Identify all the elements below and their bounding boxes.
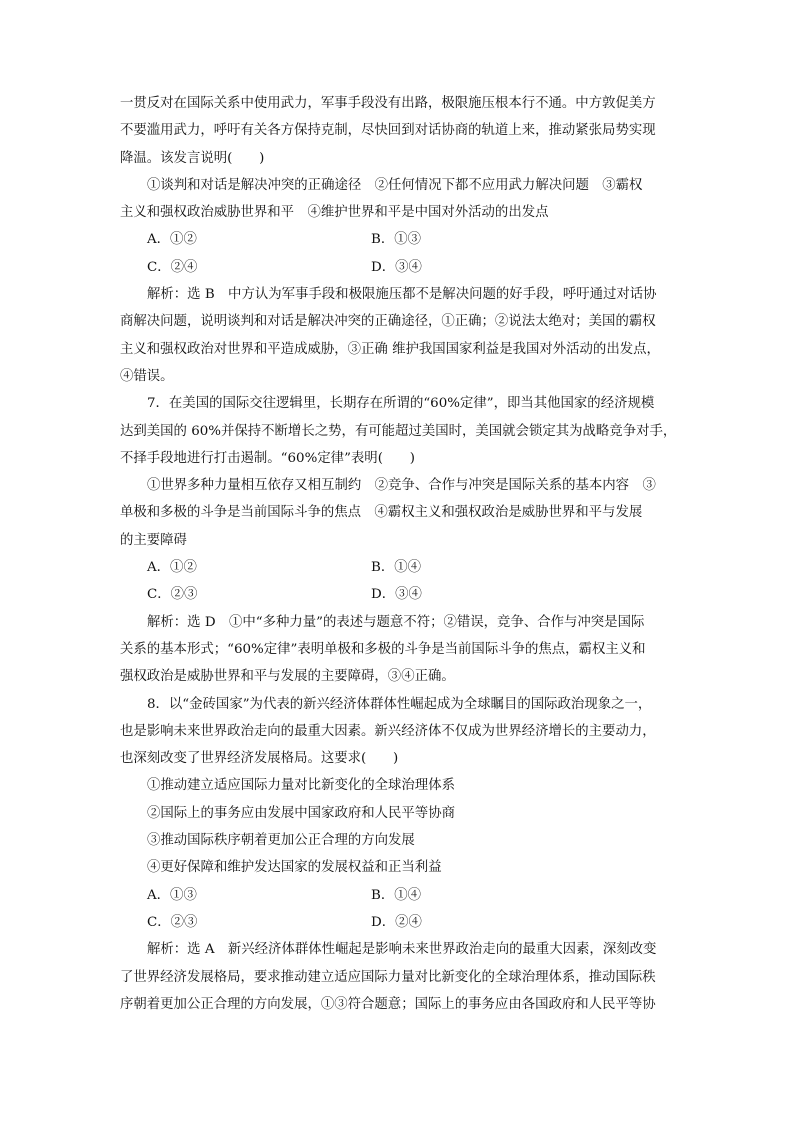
question-8 <box>120 691 680 1019</box>
options-row <box>120 882 680 909</box>
options-row <box>120 581 680 608</box>
options-row <box>120 226 680 253</box>
statement-line: 单极和多极的斗争是当前国际斗争的焦点 ④霸权主义和强权政治是威胁世界和平与发展 <box>120 505 643 521</box>
statement-line: ①世界多种力量相互依存又相互制约 ②竞争、合作与冲突是国际关系的基本内容 ③ <box>147 478 656 494</box>
question-stem-line: 8．以“金砖国家”为代表的新兴经济体群体性崛起成为全球瞩目的国际政治现象之一， <box>147 696 652 712</box>
statement-line: 主义和强权政治威胁世界和平 ④维护世界和平是中国对外活动的出发点 <box>120 205 549 221</box>
question-stem-line: 不要滥用武力，呼吁有关各方保持克制，尽快回到对话协商的轨道上来，推动紧张局势实现 <box>120 123 656 139</box>
analysis-line: 关系的基本形式；“60%定律”表明单极和多极的斗争是当前国际斗争的焦点，霸权主义和 <box>120 641 646 657</box>
statement-line: ①推动建立适应国际力量对比新变化的全球治理体系 <box>147 778 455 794</box>
document-page <box>120 90 680 1018</box>
analysis-line: 强权政治是威胁世界和平与发展的主要障碍，③④正确。 <box>120 669 455 685</box>
option-a: A．①② <box>147 560 197 576</box>
option-b: B．①③ <box>371 232 422 248</box>
option-c: C．②③ <box>147 587 198 603</box>
question-stem-line: 不择手段地进行打击遏制。“60%定律”表明( ) <box>120 450 415 466</box>
question-stem-line: 7．在美国的国际交往逻辑里，长期存在所谓的“60%定律”，即当其他国家的经济规模 <box>147 396 655 412</box>
option-d: D．③④ <box>371 259 422 275</box>
option-b: B．①④ <box>371 560 422 576</box>
analysis-line: 解析：选 A 新兴经济体群体性崛起是影响未来世界政治走向的最重大因素，深刻改变 <box>147 942 657 958</box>
analysis-line: 解析：选 D ①中“多种力量”的表述与题意不符；②错误，竞争、合作与冲突是国际 <box>147 614 645 630</box>
option-d: D．③④ <box>371 587 422 603</box>
question-stem-line: 也深刻改变了世界经济发展格局。这要求( ) <box>120 751 399 767</box>
analysis-line: 解析：选 B 中方认为军事手段和极限施压都不是解决问题的好手段，呼吁通过对话协 <box>147 287 657 303</box>
option-b: B．①④ <box>371 887 422 903</box>
option-a: A．①② <box>147 232 197 248</box>
question-stem-line: 也是影响未来世界政治走向的最重大因素。新兴经济体不仅成为世界经济增长的主要动力， <box>120 723 656 739</box>
option-a: A．①③ <box>147 887 197 903</box>
option-c: C．②④ <box>147 259 198 275</box>
statement-line: ②国际上的事务应由发展中国家政府和人民平等协商 <box>147 805 455 821</box>
statement-line: ③推动国际秩序朝着更加公正合理的方向发展 <box>147 833 415 849</box>
analysis-line: 序朝着更加公正合理的方向发展，①③符合题意；国际上的事务应由各国政府和人民平等协 <box>120 996 656 1012</box>
analysis-line: 主义和强权政治对世界和平造成威胁，③正确 维护我国国家利益是我国对外活动的出发点， <box>120 341 660 357</box>
question-stem-line: 达到美国的 60%并保持不断增长之势，有可能超过美国时，美国就会锁定其为战略竞争对手， <box>120 423 677 439</box>
option-d: D．②④ <box>371 914 422 930</box>
statement-line: ④更好保障和维护发达国家的发展权益和正当利益 <box>147 860 442 876</box>
option-c: C．②③ <box>147 914 198 930</box>
options-row <box>120 909 680 936</box>
question-stem-line: 一贯反对在国际关系中使用武力，军事手段没有出路，极限施压根本行不通。中方敦促美方 <box>120 96 656 111</box>
question-6 <box>120 90 680 390</box>
analysis-line: ④错误。 <box>120 368 174 384</box>
analysis-line: 了世界经济发展格局，要求推动建立适应国际力量对比新变化的全球治理体系，推动国际秩 <box>120 969 656 985</box>
question-stem-line: 降温。该发言说明( ) <box>120 150 265 166</box>
statement-line: ①谈判和对话是解决冲突的正确途径 ②任何情况下都不应用武力解决问题 ③霸权 <box>147 177 643 193</box>
question-7 <box>120 390 680 690</box>
analysis-line: 商解决问题，说明谈判和对话是解决冲突的正确途径，①正确；②说法太绝对；美国的霸权 <box>120 314 656 330</box>
options-row <box>120 254 680 281</box>
options-row <box>120 554 680 581</box>
statement-line: 的主要障碍 <box>120 532 187 548</box>
